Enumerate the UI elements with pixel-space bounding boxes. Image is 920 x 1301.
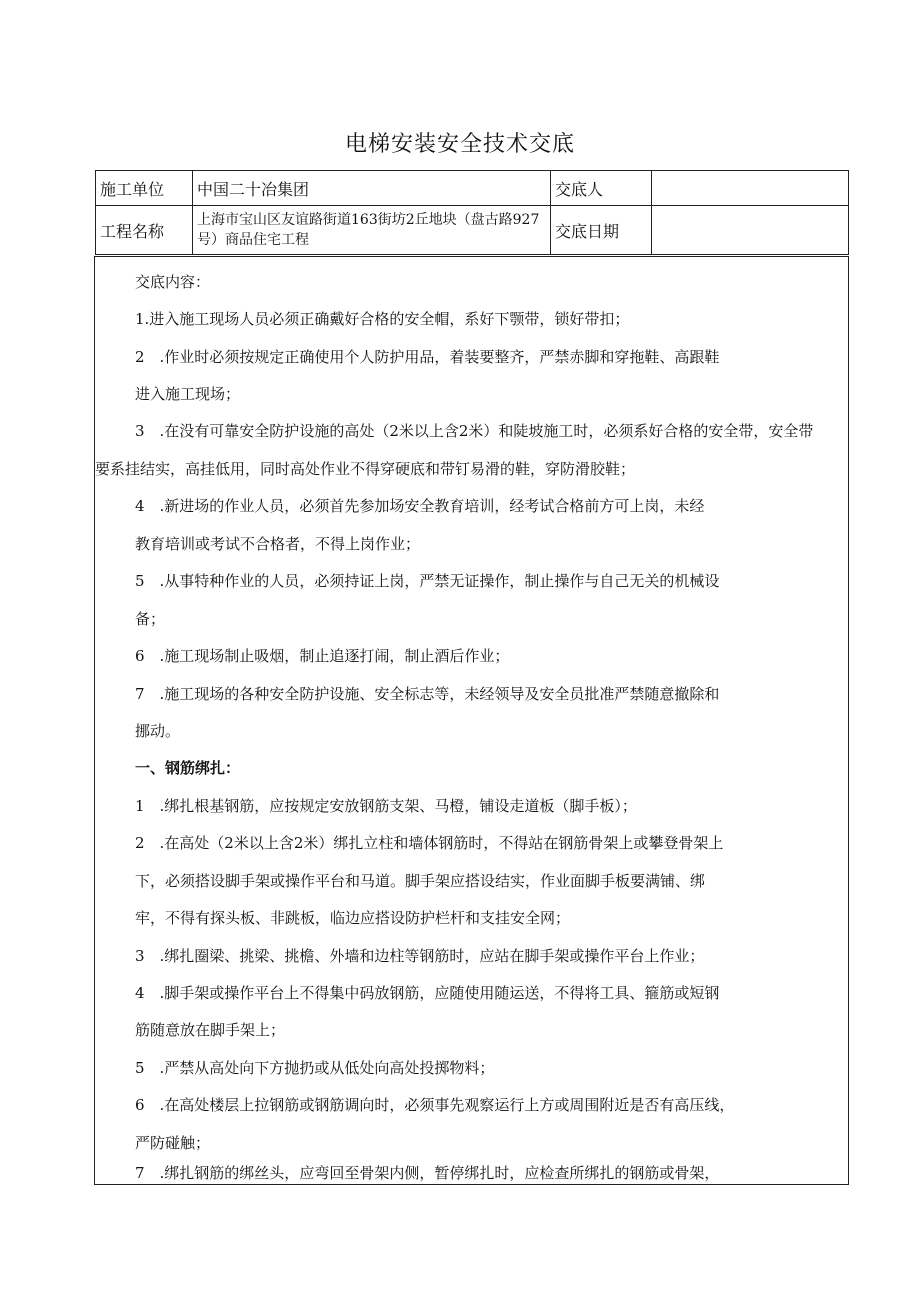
content-line: 2 .作业时必须按规定正确使用个人防护用品，着装要整齐，严禁赤脚和穿拖鞋、高跟鞋 [135, 348, 720, 366]
content-line: 筋随意放在脚手架上； [135, 1021, 286, 1039]
content-line: 进入施工现场； [135, 385, 241, 403]
content-line: 5 .从事特种作业的人员，必须持证上岗，严禁无证操作，制止操作与自己无关的机械设 [135, 572, 720, 590]
info-table [95, 170, 849, 255]
project-value: 上海市宝山区友谊路街道163街坊2丘地块（盘古路927号）商品住宅工程 [193, 206, 551, 255]
content-line: 6 .施工现场制止吸烟，制止追逐打闹，制止酒后作业； [135, 647, 510, 665]
section-heading: 一、钢筋绑扎： [135, 759, 241, 777]
content-line: 5 .严禁从高处向下方抛扔或从低处向高处投掷物料； [135, 1059, 495, 1077]
discloser-value [652, 171, 849, 206]
content-line: 备； [135, 610, 166, 628]
content-line: 要系挂结实，高挂低用，同时高处作业不得穿硬底和带钉易滑的鞋，穿防滑胶鞋； [95, 460, 636, 478]
content-line: 牢，不得有探头板、非跳板，临边应搭设防护栏杆和支挂安全网； [135, 909, 571, 927]
content-line: 3 .绑扎圈梁、挑梁、挑檐、外墙和边柱等钢筋时，应站在脚手架或操作平台上作业； [135, 947, 705, 965]
content-line: 交底内容： [135, 273, 211, 291]
discloser-label: 交底人 [551, 171, 652, 206]
project-label: 工程名称 [96, 206, 193, 255]
content-line: 4 .脚手架或操作平台上不得集中码放钢筋，应随使用随运送，不得将工具、箍筋或短钢 [135, 984, 720, 1002]
content-line: 2 .在高处（2米以上含2米）绑扎立柱和墙体钢筋时，不得站在钢筋骨架上或攀登骨架上 [135, 834, 724, 852]
content-line: 7 .施工现场的各种安全防护设施、安全标志等，未经领导及安全员批准严禁随意撤除和 [135, 685, 720, 703]
date-label: 交底日期 [551, 206, 652, 255]
content-line: 1 .绑扎根基钢筋，应按规定安放钢筋支架、马橙，铺设走道板（脚手板）； [135, 797, 637, 815]
unit-value: 中国二十冶集团 [193, 171, 551, 206]
date-value [652, 206, 849, 255]
content-line: 6 .在高处楼层上拉钢筋或钢筋调向时，必须事先观察运行上方或周围附近是否有高压线， [135, 1096, 735, 1114]
content-line: 3 .在没有可靠安全防护设施的高处（2米以上含2米）和陡坡施工时，必须系好合格的安全带，安全带 [135, 422, 814, 440]
content-line: 挪动。 [135, 722, 181, 740]
content-line: 教育培训或考试不合格者，不得上岗作业； [135, 535, 421, 553]
content-line: 1.进入施工现场人员必须正确戴好合格的安全帽，系好下颚带，锁好带扣； [135, 310, 630, 328]
disclosure-content [94, 256, 849, 1185]
content-line: 严防碰触； [135, 1134, 211, 1152]
content-line: 4 .新进场的作业人员，必须首先参加场安全教育培训，经考试合格前方可上岗，未经 [135, 497, 705, 515]
content-line: 下，必须搭设脚手架或操作平台和马道。脚手架应搭设结实，作业面脚手板要满铺、绑 [135, 872, 706, 890]
content-line: 7 .绑扎钢筋的绑丝头，应弯回至骨架内侧，暂停绑扎时，应检查所绑扎的钢筋或骨架， [135, 1164, 720, 1182]
page-title: 电梯安装安全技术交底 [344, 132, 575, 157]
unit-label: 施工单位 [96, 171, 193, 206]
